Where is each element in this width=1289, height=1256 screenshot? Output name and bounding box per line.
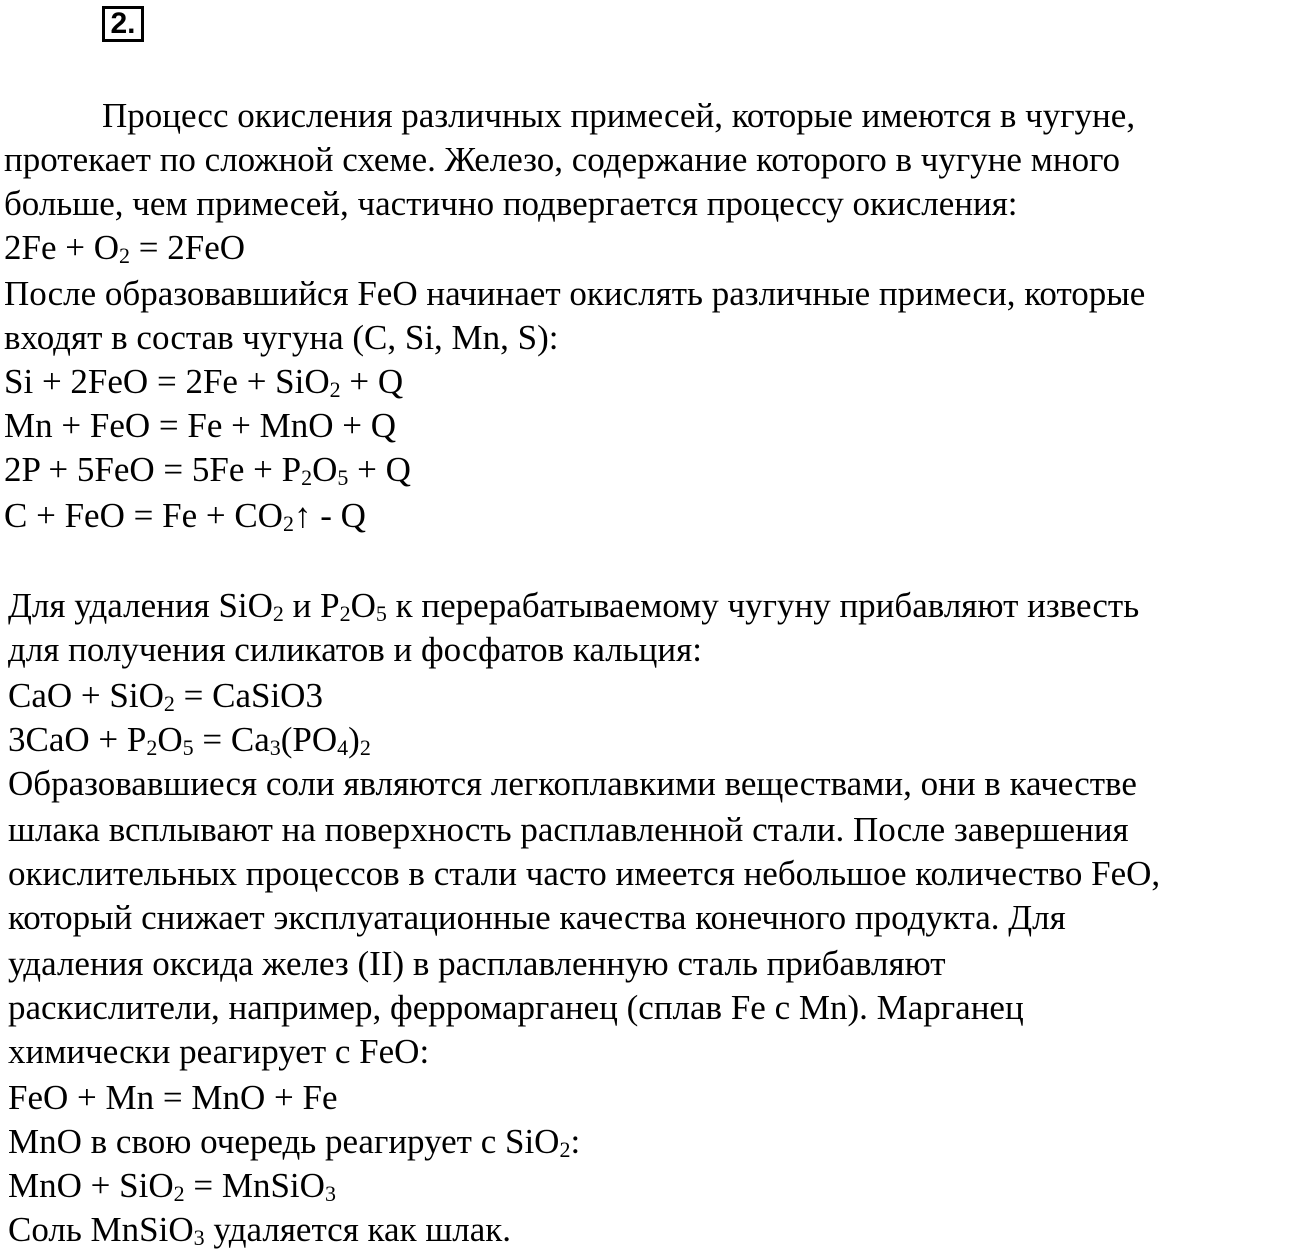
equation-mn: Mn + FeO = Fe + MnO + Q [4, 406, 397, 445]
paragraph-line: шлака всплывают на поверхность расплавленной стали. После завершения [8, 810, 1129, 849]
equation-p: $2P + 5FeO = 5Fe + P_2O_5 + Q$ [4, 450, 411, 490]
paragraph-line: Процесс окисления различных примесей, которые имеются в чугуне, [102, 96, 1136, 135]
paragraph-line: который снижает эксплуатационные качества конечного продукта. Для [8, 898, 1066, 937]
paragraph-line: химически реагирует с FeO: [8, 1032, 430, 1071]
equation-ca-phosphate: $3CaO + P_2O_5 = Ca_3(PO_4)_2$ [8, 720, 371, 760]
paragraph-line: для получения силикатов и фосфатов кальция: [8, 630, 702, 669]
paragraph-line: входят в состав чугуна (C, Si, Mn, S): [4, 318, 559, 357]
equation-c: C + FeO = $Fe + CO_2↑ - Q$ [4, 496, 366, 536]
paragraph-line: раскислители, например, ферромарганец (сплав Fe с Mn). Марганец [8, 988, 1024, 1027]
paragraph-line: Соль MnSiO$_3$ удаляется как шлак. [8, 1210, 512, 1250]
paragraph-line: MnO в свою очередь реагирует с SiO$_2$: [8, 1122, 581, 1162]
paragraph-line: больше, чем примесей, частично подвергается процессу окисления: [4, 184, 1018, 223]
paragraph-line: удаления оксида желез (II) в расплавленную сталь прибавляют [8, 944, 946, 983]
equation-feo-mn: FeO + Mn = MnO + Fe [8, 1078, 338, 1117]
paragraph-line: протекает по сложной схеме. Железо, содержание которого в чугуне много [4, 140, 1121, 179]
paragraph-line: После образовавшийся FeO начинает окислять различные примеси, которые [4, 274, 1146, 313]
paragraph-line: окислительных процессов в стали часто имеется небольшое количество FeO, [8, 854, 1161, 893]
paragraph-line: Образовавшиеся соли являются легкоплавкими веществами, они в качестве [8, 764, 1137, 803]
section-number-badge: 2. [102, 6, 144, 42]
equation-si: Si + 2FeO = 2Fe + SiO$_2$ + Q [4, 362, 404, 402]
equation-mnsio3: MnO + SiO$_2$ = MnSiO$_3$ [8, 1166, 336, 1206]
paragraph-line: Для удаления SiO$_2$ и $P_2O_5$ к перерабатываемому чугуну прибавляют известь [8, 586, 1140, 626]
equation-fe-oxidation: $2Fe + O_2 = 2FeO$ [4, 228, 246, 268]
equation-casio3: CaO + SiO$_2$ = CaSiO3 [8, 676, 323, 716]
